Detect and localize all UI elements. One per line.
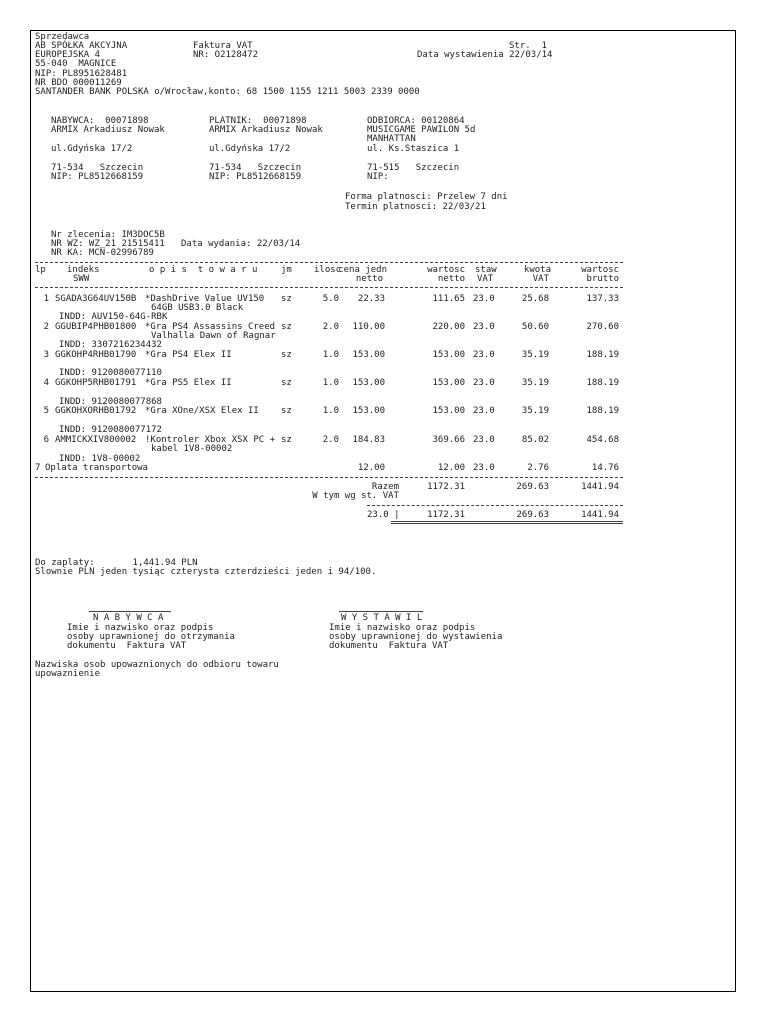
- issuer-signature-line: [339, 611, 423, 612]
- row-lp: 5: [43, 406, 49, 416]
- table-header-divider: [35, 287, 623, 288]
- row-jm: sz: [281, 435, 292, 445]
- row-netto: 369.66: [432, 435, 465, 445]
- buyer-signature-line-3: dokumentu Faktura VAT: [67, 641, 187, 651]
- recipient-name: MUSICGAME PAWILON 5d: [367, 125, 476, 135]
- row-opis: *Gra PS4 Elex II: [145, 350, 232, 360]
- row-indd: INDD: 9120080077110: [59, 368, 162, 378]
- recipient-name2: MANHATTAN: [367, 134, 416, 144]
- row-brutto: 454.68: [586, 435, 619, 445]
- row-opis-2: Valhalla Dawn of Ragnar: [151, 331, 276, 341]
- payment-form: Forma platnosci: Przelew 7 dni: [345, 192, 508, 202]
- row-stawka: 23.0: [473, 322, 495, 332]
- col-wartosc-netto-2: netto: [437, 274, 465, 284]
- payer-name: ARMIX Arkadiusz Nowak: [209, 125, 323, 135]
- row-cena: 12.00: [357, 463, 385, 473]
- row-brutto: 270.60: [586, 322, 619, 332]
- col-ilosc: ilosc: [314, 265, 342, 275]
- col-indeks: indeks: [67, 265, 100, 275]
- issue-date: Data wystawienia 22/03/14: [417, 50, 553, 60]
- row-indd: INDD: 9120080077868: [59, 397, 162, 407]
- col-cena-netto: netto: [355, 274, 383, 284]
- doc-title: Faktura VAT: [193, 41, 253, 51]
- row-stawka: 23.0: [473, 378, 495, 388]
- row-ilosc: 2.0: [322, 322, 339, 332]
- col-stawka-vat: VAT: [477, 274, 494, 284]
- issuer-signature-line-2: osoby uprawnionej do wystawienia: [329, 632, 503, 642]
- row-lp: 1: [43, 294, 49, 304]
- row-stawka: 23.0: [473, 350, 495, 360]
- row-cena: 153.00: [352, 350, 385, 360]
- page-number: Str. 1: [509, 41, 547, 51]
- razem-vat: 269.63: [516, 482, 549, 492]
- col-wartosc-brutto: wartosc: [581, 265, 619, 275]
- row-jm: sz: [281, 378, 292, 388]
- row-indeks: Oplata transportowa: [45, 463, 148, 473]
- row-cena: 22.33: [357, 294, 385, 304]
- col-stawka: staw: [475, 265, 497, 275]
- buyer-signature-line-1: Imie i nazwisko oraz podpis: [67, 623, 214, 633]
- row-opis: *Gra PS4 Assassins Creed: [145, 322, 276, 332]
- vat-breakdown-label: W tym wg st. VAT: [312, 491, 399, 501]
- row-jm: sz: [281, 322, 292, 332]
- col-jm: jm: [281, 265, 292, 275]
- row-stawka: 23.0: [473, 294, 495, 304]
- row-lp: 7: [35, 463, 41, 473]
- row-stawka: 23.0: [473, 435, 495, 445]
- col-lp: lp: [35, 265, 46, 275]
- row-cena: 153.00: [352, 406, 385, 416]
- row-indd: INDD: AUV150-64G-RBK: [59, 312, 168, 322]
- row-jm: sz: [281, 406, 292, 416]
- row-indeks: GGKOHXORHB01792: [55, 406, 137, 416]
- rate-brutto: 1441.94: [581, 510, 619, 520]
- row-ilosc: 1.0: [322, 350, 339, 360]
- col-wartosc-netto: wartosc: [427, 265, 465, 275]
- payer-city: 71-534 Szczecin: [209, 163, 302, 173]
- payer-header: PLATNIK: 00071898: [209, 116, 307, 126]
- col-opis: o p i s t o w a r u: [149, 265, 258, 275]
- row-ilosc: 1.0: [322, 406, 339, 416]
- row-vat: 35.19: [521, 350, 549, 360]
- row-brutto: 14.76: [591, 463, 619, 473]
- seller-name: AB SPÓŁKA AKCYJNA: [35, 41, 128, 51]
- order-number: Nr zlecenia: IM3DOC5B: [51, 230, 165, 240]
- row-stawka: 23.0: [473, 406, 495, 416]
- row-lp: 4: [43, 378, 49, 388]
- row-netto: 111.65: [432, 294, 465, 304]
- col-cena: cena jedn: [338, 265, 387, 275]
- buyer-header: NABYWCA: 00071898: [51, 116, 149, 126]
- rate-netto: 1172.31: [427, 510, 465, 520]
- recipient-city: 71-515 Szczecin: [367, 163, 460, 173]
- row-indd: INDD: 3307216234432: [59, 340, 162, 350]
- row-lp: 3: [43, 350, 49, 360]
- authorization-label: upowaznienie: [35, 669, 101, 679]
- row-vat: 85.02: [521, 435, 549, 445]
- payer-street: ul.Gdyńska 17/2: [209, 144, 291, 154]
- row-vat: 35.19: [521, 378, 549, 388]
- row-indd: INDD: 9120080077172: [59, 425, 162, 435]
- row-indd: INDD: 1V8-00002: [59, 454, 141, 464]
- issuer-signature-title: W Y S T A W I L: [341, 613, 423, 623]
- col-sww: SWW: [73, 274, 90, 284]
- row-ilosc: 2.0: [322, 435, 339, 445]
- row-netto: 153.00: [432, 350, 465, 360]
- buyer-signature-line-2: osoby uprawnionej do otrzymania: [67, 632, 235, 642]
- row-lp: 6: [43, 435, 49, 445]
- row-opis: *Gra XOne/XSX Elex II: [145, 406, 259, 416]
- row-opis-2: 64GB USB3.0 Black: [151, 303, 244, 313]
- razem-label: Razem: [371, 482, 399, 492]
- buyer-name: ARMIX Arkadiusz Nowak: [51, 125, 165, 135]
- row-opis-2: kabel 1V8-00002: [151, 444, 233, 454]
- doc-number: NR: O2128472: [193, 50, 259, 60]
- row-stawka: 23.0: [473, 463, 495, 473]
- table-bottom-divider: [35, 477, 623, 478]
- row-vat: 25.68: [521, 294, 549, 304]
- delivery-date: Data wydania: 22/03/14: [181, 239, 301, 249]
- totals-double-underline: [391, 521, 623, 524]
- row-netto: 220.00: [432, 322, 465, 332]
- seller-nip: NIP: PL8951628481: [35, 69, 128, 79]
- totals-divider: [367, 505, 623, 506]
- buyer-city: 71-534 Szczecin: [51, 163, 144, 173]
- row-indeks: GGUBIP4PHB01800: [55, 322, 137, 332]
- row-opis: !Kontroler Xbox XSX PC +: [145, 435, 276, 445]
- vat-rate: 23.0 |: [367, 510, 400, 520]
- row-indeks: GGKOHP5RHB01791: [55, 378, 137, 388]
- invoice-page: [30, 30, 736, 992]
- row-netto: 153.00: [432, 378, 465, 388]
- recipient-nip: NIP:: [367, 172, 389, 182]
- amount-to-pay: Do zaplaty: 1,441.94 PLN: [35, 558, 198, 568]
- seller-label: Sprzedawca: [35, 32, 90, 42]
- razem-netto: 1172.31: [427, 482, 465, 492]
- buyer-nip: NIP: PL8512668159: [51, 172, 144, 182]
- row-opis: *DashDrive Value UV150: [145, 294, 265, 304]
- amount-in-words: Slownie PLN jeden tysiąc czterysta czterdzieści jeden i 94/100.: [35, 567, 377, 577]
- row-indeks: SGADA3G64UV150B: [55, 294, 137, 304]
- row-brutto: 137.33: [586, 294, 619, 304]
- row-cena: 110.00: [352, 322, 385, 332]
- col-kwota-vat-2: VAT: [532, 274, 549, 284]
- row-cena: 153.00: [352, 378, 385, 388]
- row-vat: 35.19: [521, 406, 549, 416]
- row-opis: *Gra PS5 Elex II: [145, 378, 232, 388]
- buyer-street: ul.Gdyńska 17/2: [51, 144, 133, 154]
- razem-brutto: 1441.94: [581, 482, 619, 492]
- authorized-persons-label: Nazwiska osob upowaznionych do odbioru towaru: [35, 660, 279, 670]
- row-indeks: AMMICKXIV800002: [55, 435, 137, 445]
- row-cena: 184.83: [352, 435, 385, 445]
- row-netto: 153.00: [432, 406, 465, 416]
- ka-number: NR KA: MCN-02996789: [51, 248, 154, 258]
- buyer-signature-title: N A B Y W C A: [93, 613, 164, 623]
- seller-bank: SANTANDER BANK POLSKA o/Wrocław,konto: 68 1500 1155 1211 5003 2339 0000: [35, 87, 420, 97]
- recipient-street: ul. Ks.Staszica 1: [367, 144, 460, 154]
- issuer-signature-line-1: Imie i nazwisko oraz podpis: [329, 623, 476, 633]
- row-jm: sz: [281, 350, 292, 360]
- payment-due: Termin platnosci: 22/03/21: [345, 202, 486, 212]
- row-vat: 50.60: [521, 322, 549, 332]
- row-ilosc: 1.0: [322, 378, 339, 388]
- issuer-signature-line-3: dokumentu Faktura VAT: [329, 641, 449, 651]
- rate-vat: 269.63: [516, 510, 549, 520]
- seller-street: EUROPEJSKA 4: [35, 50, 101, 60]
- row-ilosc: 5.0: [322, 294, 339, 304]
- row-lp: 2: [43, 322, 49, 332]
- row-indeks: GGKOHP4RHB01790: [55, 350, 137, 360]
- row-brutto: 188.19: [586, 350, 619, 360]
- seller-city: 55-040 MAGNICE: [35, 59, 117, 69]
- recipient-header: ODBIORCA: 00120864: [367, 116, 465, 126]
- row-netto: 12.00: [437, 463, 465, 473]
- col-wartosc-brutto-2: brutto: [586, 274, 619, 284]
- seller-bdo: NR BDO 000011269: [35, 78, 122, 88]
- payer-nip: NIP: PL8512668159: [209, 172, 302, 182]
- wz-number: NR WZ: WZ_21 21515411: [51, 239, 165, 249]
- row-jm: sz: [281, 294, 292, 304]
- row-vat: 2.76: [527, 463, 549, 473]
- row-brutto: 188.19: [586, 406, 619, 416]
- row-brutto: 188.19: [586, 378, 619, 388]
- table-top-divider: [35, 262, 623, 263]
- col-kwota-vat: kwota: [523, 265, 551, 275]
- buyer-signature-line: [89, 611, 171, 612]
